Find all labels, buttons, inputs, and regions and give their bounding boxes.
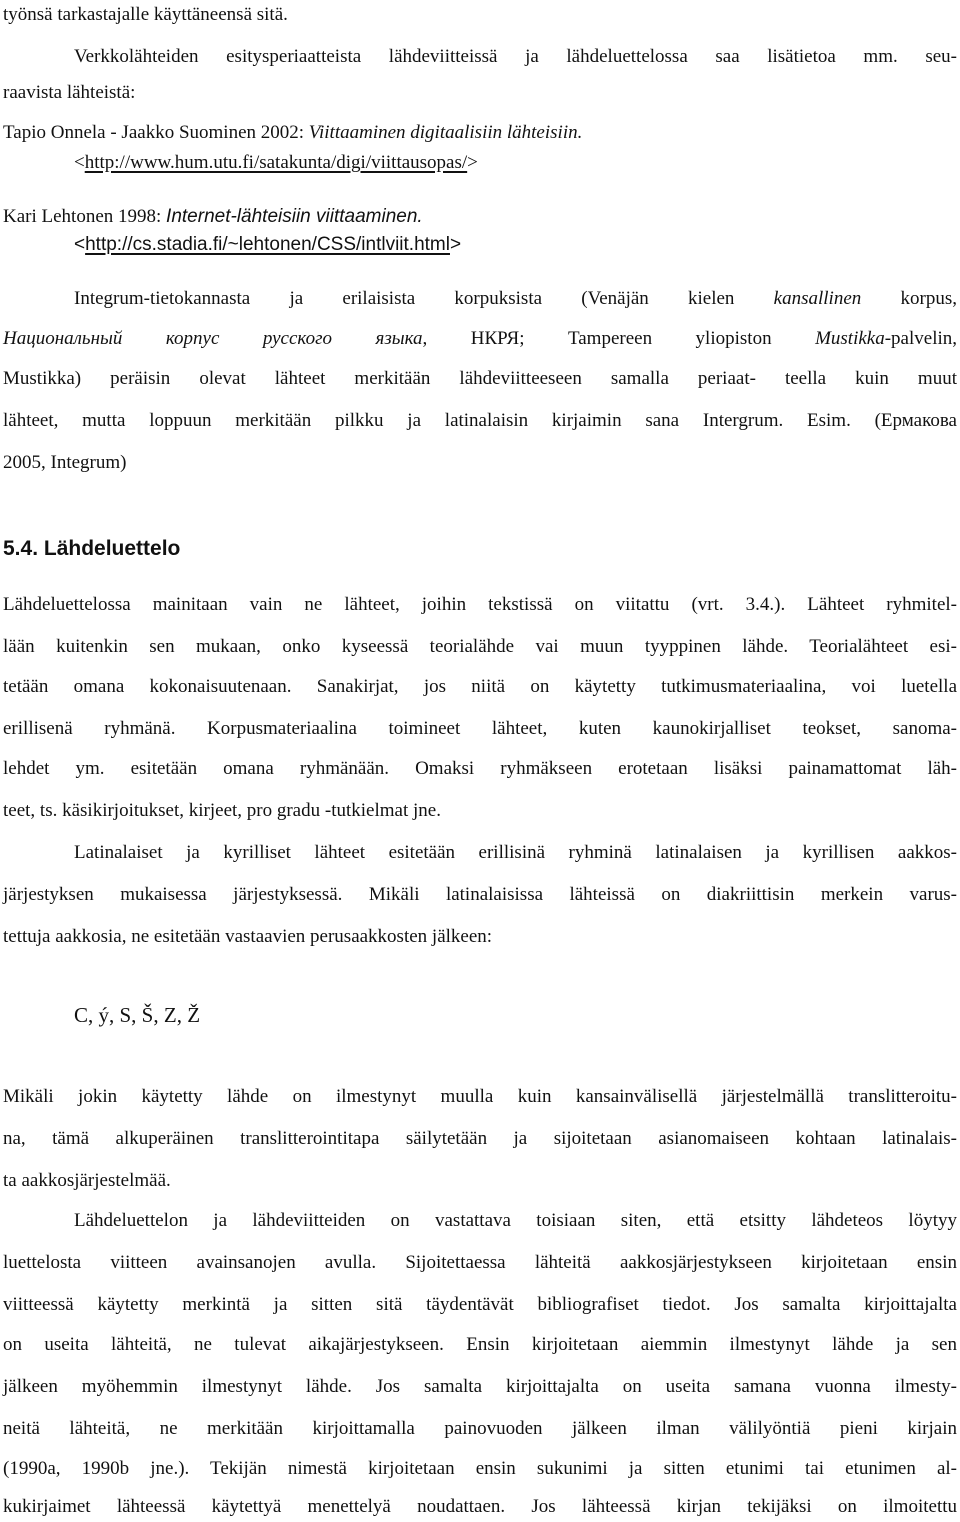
letter-sequence: C, ý, S, Š, Z, Ž	[74, 1003, 201, 1027]
reference-title: Viittaaminen digitaalisiin lähteisiin.	[308, 122, 583, 143]
text-line: kukirjaimet lähteessä käytettyä menettelyä noudattaen. Jos lähteessä kirjan tekijäksi on ilmoitettu	[3, 1496, 957, 1517]
text-line: tetään omana kokonaisuutenaan. Sanakirjat, jos niitä on käytetty tutkimusmateriaalina, voi luetella	[3, 676, 957, 697]
text-line: na, tämä alkuperäinen translitterointitapa säilytetään ja sijoitetaan asianomaiseen kohtaan latinalais-	[3, 1128, 957, 1149]
text-line: neitä lähteitä, ne merkitään kirjoittamalla painovuoden jälkeen ilman välilyöntiä pieni kirjain	[3, 1418, 957, 1439]
text-line: erillisenä ryhmänä. Korpusmateriaalina toimineet lähteet, kuten kaunokirjalliset teokset, sanoma-	[3, 718, 957, 739]
text-line: järjestyksen mukaisessa järjestyksessä. Mikäli latinalaisissa lähteissä on diakriittisin merkein varus-	[3, 884, 957, 905]
text-line: Verkkolähteiden esitysperiaatteista lähdeviitteissä ja lähdeluettelossa saa lisätietoa mm. seu-	[74, 46, 957, 67]
text-line: Lähdeluettelossa mainitaan vain ne lähteet, joihin tekstissä on viitattu (vrt. 3.4.). Lähteet ryhmitel-	[3, 594, 957, 615]
reference-url-line: <http://www.hum.utu.fi/satakunta/digi/viittausopas/>	[74, 152, 478, 173]
text-line: teet, ts. käsikirjoitukset, kirjeet, pro gradu -tutkielmat jne.	[3, 800, 441, 821]
text-line: 2005, Integrum)	[3, 452, 127, 473]
text-line: Национальный корпус русского языка, НКРЯ; Tampereen yliopiston Mustikka-palvelin,	[3, 328, 957, 349]
text-line: luettelosta viitteen avainsanojen avulla. Sijoitettaessa lähteitä aakkosjärjestykseen kirjoitetaan ensin	[3, 1252, 957, 1273]
section-heading: 5.4. Lähdeluettelo	[3, 537, 181, 560]
text-line: on useita lähteitä, ne tulevat aikajärjestykseen. Ensin kirjoitetaan aiemmin ilmestynyt lähde ja sen	[3, 1334, 957, 1355]
text-line: ta aakkosjärjestelmää.	[3, 1170, 171, 1191]
text-line: (1990a, 1990b jne.). Tekijän nimestä kirjoitetaan ensin sukunimi ja sitten etunimi tai etunimen al-	[3, 1458, 957, 1479]
text-line: Mustikka) peräisin olevat lähteet merkitään lähdeviitteeseen samalla periaat- teella kuin muut	[3, 368, 957, 389]
text-line: lähteet, mutta loppuun merkitään pilkku ja latinalaisin kirjaimin sana Intergrum. Esim. (Ермакова	[3, 410, 957, 431]
reference-title: Internet-lähteisiin viittaaminen.	[166, 206, 423, 227]
cyrillic-title: Национальный корпус русского языка	[3, 328, 423, 349]
text-line: viitteessä käytetty merkintä ja sitten sitä täydentävät bibliografiset tiedot. Jos samalta kirjoittajalta	[3, 1294, 957, 1315]
text-line: Lähdeluettelon ja lähdeviitteiden on vastattava toisiaan siten, että etsitty lähdeteos löytyy	[74, 1210, 957, 1231]
text-line: lehdet ym. esitetään omana ryhmänään. Omaksi ryhmäkseen erotetaan lisäksi painamattomat läh-	[3, 758, 957, 779]
reference-link[interactable]: http://www.hum.utu.fi/satakunta/digi/viittausopas/	[84, 152, 468, 173]
reference-line	[3, 206, 423, 228]
reference-url-line: <http://cs.stadia.fi/~lehtonen/CSS/intlviit.html>	[74, 234, 462, 255]
text-line: Latinalaiset ja kyrilliset lähteet esitetään erillisinä ryhminä latinalaisen ja kyrillisen aakkos-	[74, 842, 957, 863]
reference-authors: Kari Lehtonen 1998:	[3, 206, 167, 227]
reference-line	[3, 122, 582, 144]
text-line: tettuja aakkosia, ne esitetään vastaavien perusaakkosten jälkeen:	[3, 926, 493, 947]
reference-authors: Tapio Onnela - Jaakko Suominen 2002:	[3, 122, 309, 143]
text-line: työnsä tarkastajalle käyttäneensä sitä.	[3, 4, 288, 25]
text-line: Mikäli jokin käytetty lähde on ilmestynyt muulla kuin kansainvälisellä järjestelmällä translitteroitu-	[3, 1086, 957, 1107]
reference-link[interactable]: http://cs.stadia.fi/~lehtonen/CSS/intlviit.html	[85, 234, 450, 255]
text-line: lään kuitenkin sen mukaan, onko kyseessä teorialähde vai muun tyyppinen lähde. Teorialähteet esi-	[3, 636, 957, 657]
text-line: raavista lähteistä:	[3, 82, 136, 103]
text-line: Integrum-tietokannasta ja erilaisista korpuksista (Venäjän kielen kansallinen korpus,	[74, 288, 957, 309]
text-line: jälkeen myöhemmin ilmestynyt lähde. Jos samalta kirjoittajalta on useita samana vuonna ilmesty-	[3, 1376, 957, 1397]
